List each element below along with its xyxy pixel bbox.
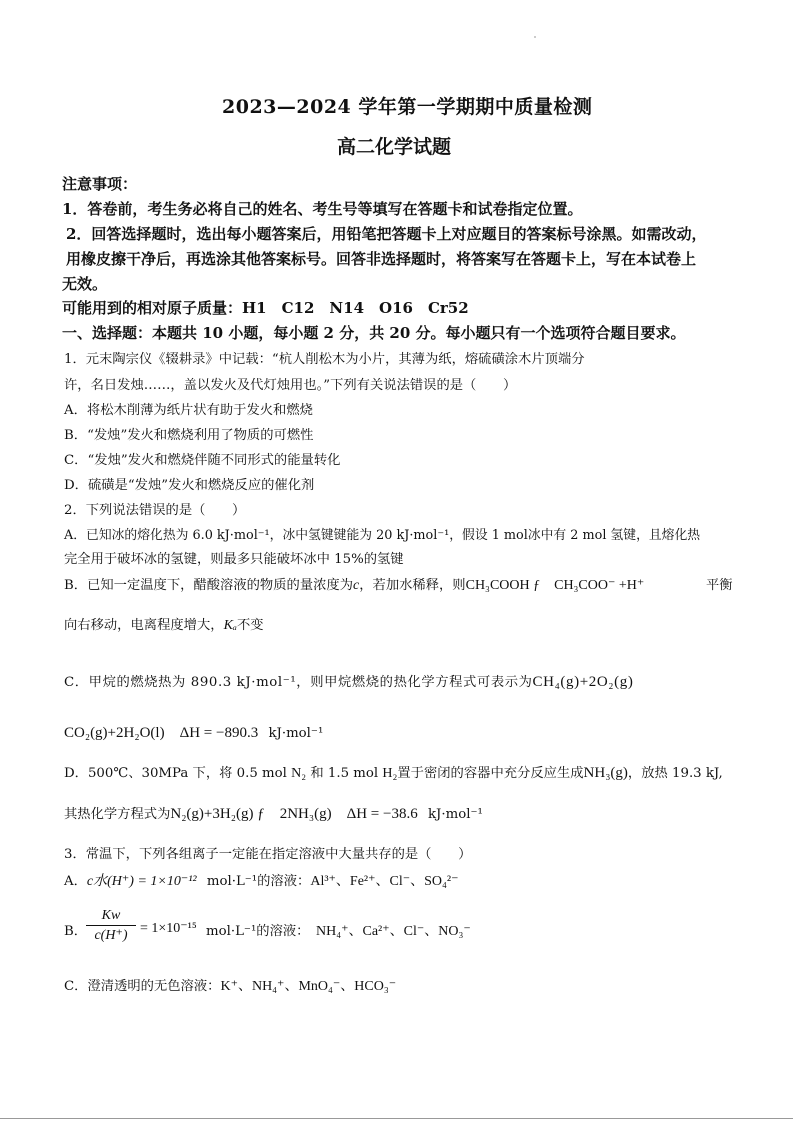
q1-option-c: C．“发烛”发火和燃烧伴随不同形式的能量转化 (64, 453, 341, 468)
q1-option-d: D．硫磺是“发烛”发火和燃烧反应的催化剂 (64, 478, 315, 493)
q2-c-equation-lhs: CH₄(g)+2O₂(g) (532, 674, 634, 690)
page-bottom-rule (0, 1118, 793, 1119)
q1-option-a: A．将松木削薄为纸片状有助于发火和燃烧 (64, 403, 313, 418)
q2-d-text-1: D．500℃、30MPa 下，将 0.5 mol (64, 766, 287, 781)
q2-d-text-4: ，放热 19.3 kJ, (627, 766, 723, 781)
q1-stem-line-2: 许，名日发烛……，盖以发火及代灯烛用也。”下列有关说法错误的是（ ） (64, 378, 517, 393)
q3-b-denominator: c(H⁺) (94, 928, 128, 943)
q2-d-h2: H₂ (382, 766, 398, 781)
q3-b-ions: NH₄⁺、Ca²⁺、Cl⁻、NO₃⁻ (316, 924, 471, 939)
q2-b-equation: CH₃COOH ƒ CH₃COO⁻ +H⁺ (465, 578, 645, 593)
q2-d-text-3: 置于密闭的容器中充分反应生成 (397, 766, 584, 781)
q3-b-unit: mol·L⁻¹的溶液： (206, 924, 310, 939)
q2-b-ka: Kₐ (223, 618, 237, 633)
q3-a-label: A． (64, 874, 87, 889)
q2-b-text-4: 不变 (237, 618, 264, 633)
q3-b-rhs: = 1×10⁻¹⁵ (140, 921, 197, 936)
notice-item-2-line-3: 无效。 (62, 275, 108, 293)
q3-a-unit: mol·L⁻¹的溶液： (206, 874, 311, 889)
scan-dot (534, 36, 536, 38)
section-1-heading: 一、选择题：本题共 10 小题，每小题 2 分，共 20 分。每小题只有一个选项符合题目要求。 (62, 324, 686, 342)
notice-heading: 注意事项： (62, 175, 138, 193)
notice-item-2-line-2: 用橡皮擦干净后，再选涂其他答案标号。回答非选择题时，将答案写在答题卡上，写在本试卷上 (66, 250, 697, 268)
q2-option-b-line-2 (64, 614, 264, 634)
q2-option-a-line-1: A．已知冰的熔化热为 6.0 kJ·mol⁻¹，冰中氢键键能为 20 kJ·mol⁻¹，假设 1 mol冰中有 2 mol 氢键，且熔化热 (64, 528, 701, 543)
q3-b-fraction (86, 908, 136, 944)
q3-b-label: B． (64, 924, 88, 939)
q2-option-c-line-1 (64, 671, 633, 691)
q3-b-fraction-bar (86, 925, 136, 926)
q2-stem: 2．下列说法错误的是（ ） (64, 503, 246, 518)
q2-d-nh3: NH₃(g) (583, 765, 628, 781)
q1-stem-line-1: 1．元末陶宗仪《辍耕录》中记载：“杭人削松木为小片，其薄为纸，熔硫磺涂木片顶端分 (64, 352, 585, 367)
q3-b-numerator: Kw (101, 908, 121, 923)
q2-d-text-2: 和 1.5 mol (310, 766, 379, 781)
exam-title: 2023—2024 学年第一学期期中质量检测 (222, 96, 593, 118)
q2-b-text-1: B．已知一定温度下，醋酸溶液的物质的量浓度为 (64, 578, 354, 593)
q3-a-ions: Al³⁺、Fe²⁺、Cl⁻、SO₄²⁻ (310, 874, 459, 889)
exam-subtitle: 高二化学试题 (337, 136, 452, 158)
q2-d-n2: N₂ (291, 766, 307, 781)
q2-option-a-line-2: 完全用于破坏冰的氢键，则最多只能破坏冰中 15%的氢键 (64, 552, 404, 567)
q3-option-c (64, 975, 396, 995)
q2-option-b-line-1 (64, 574, 644, 594)
q3-option-a (64, 870, 458, 890)
notice-item-2-line-1: 2．回答选择题时，选出每小题答案后，用铅笔把答题卡上对应题目的答案标号涂黑。如需改动， (66, 225, 707, 243)
q3-c-ions: K⁺、NH₄⁺、MnO₄⁻、HCO₃⁻ (220, 979, 397, 994)
atomic-masses: 可能用到的相对原子质量：H1 C12 N14 O16 Cr52 (62, 299, 469, 317)
q2-d-equation: N₂(g)+3H₂(g) ƒ 2NH₃(g) ΔH = −38.6 (170, 806, 418, 822)
q2-option-c-line-2 (64, 721, 323, 742)
q2-option-d-line-2 (64, 802, 483, 823)
q3-stem: 3．常温下，下列各组离子一定能在指定溶液中大量共存的是（ ） (64, 847, 472, 862)
q3-a-equation: c水(H⁺) = 1×10⁻¹² (86, 874, 197, 889)
q2-option-d-line-1 (64, 762, 723, 782)
q3-c-text: C．澄清透明的无色溶液： (64, 979, 221, 994)
q2-b-tail: 平衡 (706, 578, 733, 593)
q2-b-text-2: ，若加水稀释，则 (359, 578, 466, 593)
q2-c-unit: kJ·mol⁻¹ (268, 726, 324, 741)
notice-item-1: 1．答卷前，考生务必将自己的姓名、考生号等填写在答题卡和试卷指定位置。 (62, 200, 583, 218)
q2-b-c: c (353, 578, 360, 593)
q2-d-text-5: 其热化学方程式为 (64, 807, 171, 822)
q2-c-text: C．甲烷的燃烧热为 890.3 kJ·mol⁻¹，则甲烷燃烧的热化学方程式可表示为 (64, 675, 533, 690)
q2-c-equation-rhs: CO₂(g)+2H₂O(l) ΔH = −890.3 (64, 725, 259, 741)
q2-b-text-3: 向右移动，电离程度增大， (64, 618, 224, 633)
q2-d-unit: kJ·mol⁻¹ (427, 807, 483, 822)
q1-option-b: B．“发烛”发火和燃烧利用了物质的可燃性 (64, 428, 314, 443)
